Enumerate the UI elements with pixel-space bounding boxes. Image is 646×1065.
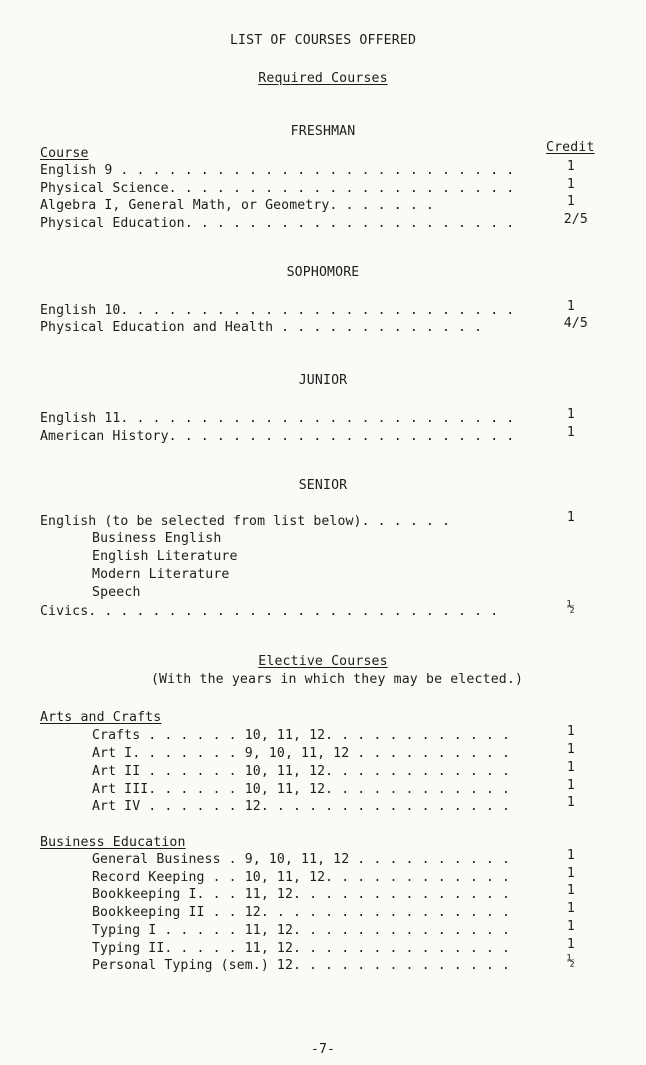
elective-note: (With the years in which they may be elected.) xyxy=(150,672,524,687)
course-row-name: Typing II. . . . . 11, 12. . . . . . . . . . . . . . xyxy=(92,941,511,956)
freshman-heading: FRESHMAN xyxy=(290,124,356,139)
course-row-name: Record Keeping . . 10, 11, 12. . . . . . . . . . . . xyxy=(92,870,511,885)
course-row-credit: 1 xyxy=(566,407,575,422)
course-row-credit: 1 xyxy=(566,937,575,952)
course-row-name: English 11. . . . . . . . . . . . . . . . . . . . . . . . . xyxy=(40,411,515,426)
business-education-heading: Business Education xyxy=(40,835,186,850)
course-row-name: Personal Typing (sem.) 12. . . . . . . . . . . . . . xyxy=(92,958,511,973)
course-row-credit: 1 xyxy=(566,778,575,793)
course-row-credit: 1 xyxy=(566,866,575,881)
course-row-name: Crafts . . . . . . 10, 11, 12. . . . . . . . . . . . xyxy=(92,728,511,743)
course-row-credit: 4/5 xyxy=(563,316,588,331)
course-row-credit: 1 xyxy=(566,919,575,934)
course-row-name: Bookkeeping II . . 12. . . . . . . . . . . . . . . . xyxy=(92,905,511,920)
english-option: Speech xyxy=(92,585,141,600)
course-row-name: Art III. . . . . . 10, 11, 12. . . . . . . . . . . . xyxy=(92,782,511,797)
course-row-name: Bookkeeping I. . . 11, 12. . . . . . . . . . . . . . xyxy=(92,887,511,902)
course-row-credit: 1 xyxy=(566,724,575,739)
course-row-credit: 1 xyxy=(566,425,575,440)
course-row-credit: ½ xyxy=(566,600,575,615)
course-row-name: Algebra I, General Math, or Geometry. . . . . . . xyxy=(40,198,434,213)
english-option: Business English xyxy=(92,531,222,546)
course-row-name: Physical Education and Health . . . . . . . . . . . . . xyxy=(40,320,483,335)
course-row-credit: 1 xyxy=(566,901,575,916)
course-row-credit: 1 xyxy=(566,883,575,898)
course-row-name: English 10. . . . . . . . . . . . . . . . . . . . . . . . . xyxy=(40,303,515,318)
course-row-credit: 1 xyxy=(566,795,575,810)
junior-heading: JUNIOR xyxy=(298,373,348,388)
required-courses-heading: Required Courses xyxy=(258,71,388,86)
course-row-credit: 1 xyxy=(566,742,575,757)
course-row-credit: 1 xyxy=(566,760,575,775)
course-row-name: Physical Science. . . . . . . . . . . . . . . . . . . . . . xyxy=(40,181,515,196)
course-row-credit: 1 xyxy=(566,194,575,209)
course-row-credit: 2/5 xyxy=(563,212,588,227)
english-option: English Literature xyxy=(92,549,238,564)
course-column-header: Course xyxy=(40,146,89,161)
senior-heading: SENIOR xyxy=(298,478,348,493)
page-number: -7- xyxy=(310,1042,336,1057)
course-row-credit: 1 xyxy=(566,510,575,525)
course-row-name: English 9 . . . . . . . . . . . . . . . . . . . . . . . . . xyxy=(40,163,515,178)
course-row-credit: 1 xyxy=(566,159,575,174)
course-row-name: General Business . 9, 10, 11, 12 . . . . . . . . . . xyxy=(92,852,511,867)
course-row-name: Civics. . . . . . . . . . . . . . . . . . . . . . . . . . xyxy=(40,604,499,619)
page-title: LIST OF COURSES OFFERED xyxy=(229,33,417,48)
credit-column-header: Credit xyxy=(546,140,595,155)
course-row-credit: ½ xyxy=(566,954,575,969)
english-option: Modern Literature xyxy=(92,567,230,582)
course-row-name: Typing I . . . . . 11, 12. . . . . . . . . . . . . . xyxy=(92,923,511,938)
arts-and-crafts-heading: Arts and Crafts xyxy=(40,710,162,725)
course-row-name: Physical Education. . . . . . . . . . . . . . . . . . . . . xyxy=(40,216,515,231)
course-row-name: Art I. . . . . . . 9, 10, 11, 12 . . . . . . . . . . xyxy=(92,746,511,761)
elective-courses-heading: Elective Courses xyxy=(258,654,388,669)
course-row-credit: 1 xyxy=(566,177,575,192)
course-row-credit: 1 xyxy=(566,299,575,314)
course-row-credit: 1 xyxy=(566,848,575,863)
course-row-name: Art IV . . . . . . 12. . . . . . . . . . . . . . . . xyxy=(92,799,511,814)
sophomore-heading: SOPHOMORE xyxy=(286,265,360,280)
course-row-name: English (to be selected from list below). . . . . . xyxy=(40,514,451,529)
course-row-name: Art II . . . . . . 10, 11, 12. . . . . . . . . . . . xyxy=(92,764,511,779)
course-row-name: American History. . . . . . . . . . . . . . . . . . . . . . xyxy=(40,429,515,444)
